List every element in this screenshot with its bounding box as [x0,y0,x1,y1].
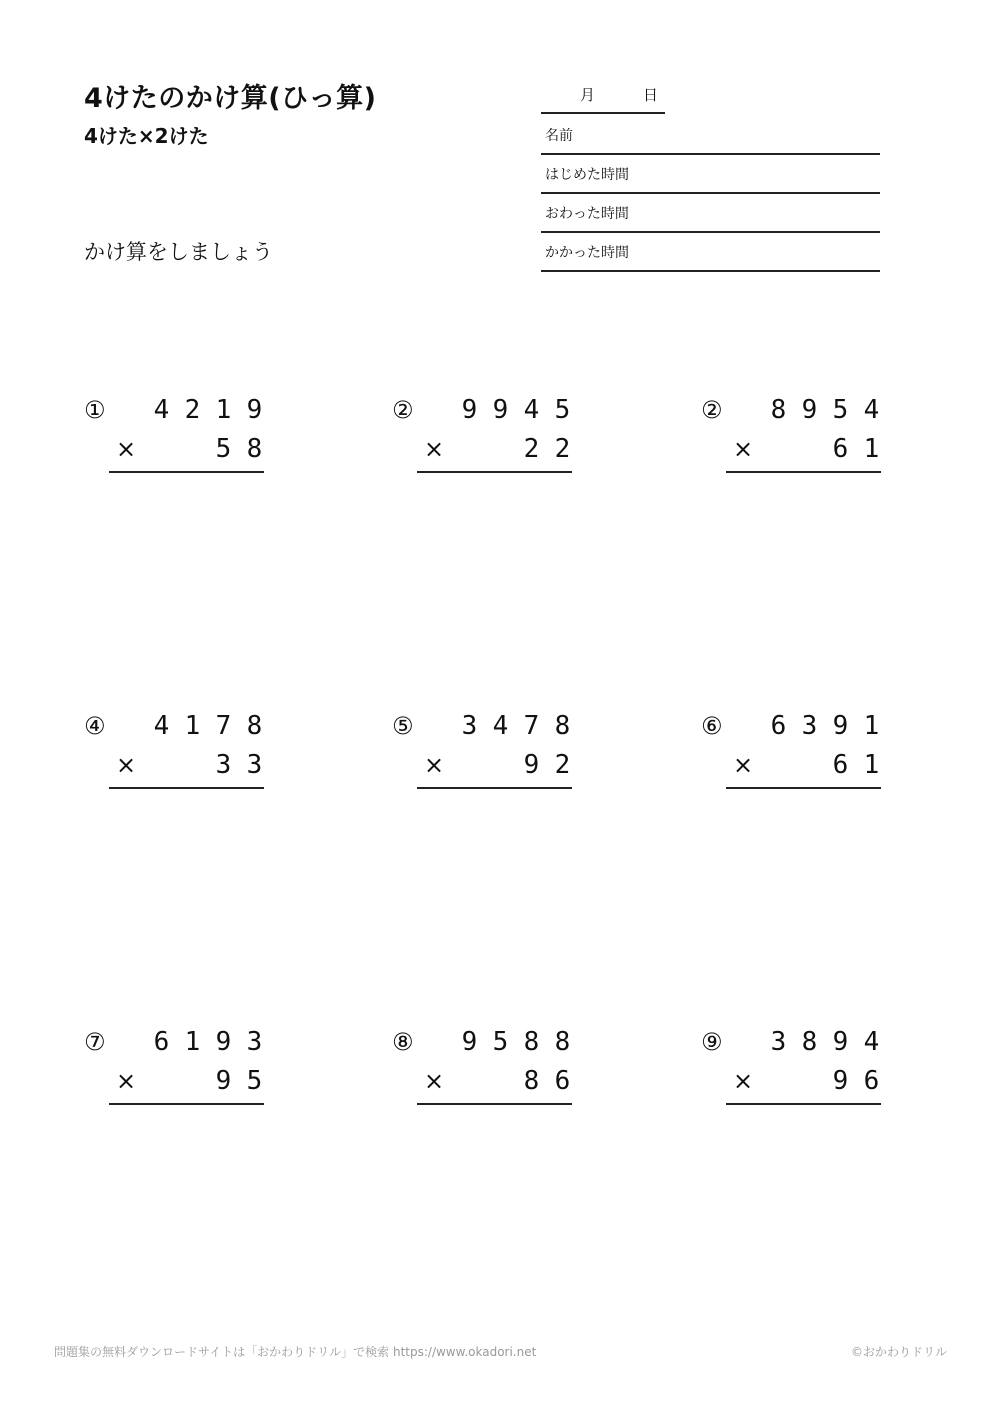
multiplicand-digit: 8 [770,395,787,425]
multiplicand-digit: 8 [554,711,571,741]
multiplicand-digit: 2 [184,395,201,425]
multiplicand [454,711,578,741]
multiply-sign: × [424,1067,445,1095]
problem-7 [84,1027,274,1107]
multiplicand-digit: 9 [246,395,263,425]
multiplicand-digit: 8 [801,1027,818,1057]
multiplicand-digit: 7 [215,711,232,741]
multiplicand-digit: 6 [770,711,787,741]
multiplicand [146,395,270,425]
multiply-sign: × [733,1067,754,1095]
multiplier [825,434,887,464]
multiplier-digit: 9 [523,750,540,780]
problem-number: ④ [84,712,106,740]
multiplicand-digit: 5 [492,1027,509,1057]
multiplier-digit: 6 [554,1066,571,1096]
problem-number: ⑦ [84,1028,106,1056]
problem-4 [84,711,274,791]
multiplicand-digit: 4 [863,395,880,425]
date-month-label: 月 [580,86,596,104]
multiplicand-digit: 9 [832,711,849,741]
multiplicand [454,395,578,425]
multiplicand-digit: 4 [153,711,170,741]
date-line [541,112,665,114]
multiplier-digit: 9 [832,1066,849,1096]
answer-line [417,471,572,473]
date-day-label: 日 [643,86,659,104]
multiplicand-digit: 6 [153,1027,170,1057]
multiplicand-digit: 3 [801,711,818,741]
multiplier-digit: 6 [863,1066,880,1096]
problem-5 [392,711,582,791]
multiplier-digit: 8 [523,1066,540,1096]
multiplier-digit: 8 [246,434,263,464]
multiplicand-digit: 9 [832,1027,849,1057]
multiplier-digit: 6 [832,434,849,464]
multiplicand-digit: 9 [215,1027,232,1057]
multiplier-digit: 3 [246,750,263,780]
multiplier-digit: 6 [832,750,849,780]
multiplicand-digit: 3 [461,711,478,741]
multiplicand-digit: 1 [184,711,201,741]
multiply-sign: × [733,435,754,463]
multiplier [208,1066,270,1096]
multiplicand-digit: 5 [554,395,571,425]
end-time-field[interactable] [541,193,880,233]
problem-1 [84,395,274,475]
start-time-field-label: はじめた時間 [545,167,629,183]
multiplicand-digit: 9 [801,395,818,425]
multiplier [516,750,578,780]
multiplier [208,750,270,780]
multiplier-digit: 1 [863,750,880,780]
end-time-field-label: おわった時間 [545,206,629,222]
multiplicand-digit: 9 [461,395,478,425]
multiplier [516,434,578,464]
problem-number: ⑤ [392,712,414,740]
answer-line [109,471,264,473]
multiplicand-digit: 4 [153,395,170,425]
problem-9 [701,1027,891,1107]
answer-line [417,1103,572,1105]
problem-number: ② [701,396,723,424]
answer-line [109,787,264,789]
multiplier [208,434,270,464]
multiply-sign: × [116,1067,137,1095]
elapsed-time-field[interactable] [541,232,880,272]
footer-download-note: 問題集の無料ダウンロードサイトは「おかわりドリル」で検索 https://www.okadori.net [54,1345,537,1359]
multiply-sign: × [424,435,445,463]
multiplicand-digit: 8 [246,711,263,741]
problem-8 [392,1027,582,1107]
multiplicand-digit: 1 [215,395,232,425]
multiplicand-digit: 4 [523,395,540,425]
name-field[interactable] [541,115,880,155]
multiplicand-digit: 1 [863,711,880,741]
multiplier-digit: 5 [215,434,232,464]
multiplicand-digit: 4 [492,711,509,741]
answer-line [109,1103,264,1105]
answer-line [726,1103,881,1105]
answer-line [726,471,881,473]
multiplier [825,750,887,780]
multiplier-digit: 1 [863,434,880,464]
multiplicand-digit: 3 [246,1027,263,1057]
multiplier-digit: 5 [246,1066,263,1096]
answer-line [726,787,881,789]
multiplicand [763,1027,887,1057]
multiplier-digit: 2 [523,434,540,464]
multiplier [516,1066,578,1096]
multiply-sign: × [116,751,137,779]
problem-3 [701,395,891,475]
multiplier-digit: 3 [215,750,232,780]
multiplicand [763,711,887,741]
problem-number: ⑨ [701,1028,723,1056]
multiplier-digit: 2 [554,434,571,464]
multiplicand [454,1027,578,1057]
multiplicand-digit: 9 [492,395,509,425]
multiplicand-digit: 1 [184,1027,201,1057]
multiplier-digit: 2 [554,750,571,780]
multiplicand-digit: 3 [770,1027,787,1057]
problem-number: ② [392,396,414,424]
multiplicand-digit: 8 [523,1027,540,1057]
multiplicand-digit: 8 [554,1027,571,1057]
multiplicand-digit: 5 [832,395,849,425]
worksheet-subtitle: 4けた×2けた [84,124,209,148]
problem-number: ⑧ [392,1028,414,1056]
multiplicand-digit: 9 [461,1027,478,1057]
problem-6 [701,711,891,791]
multiplicand [146,1027,270,1057]
multiply-sign: × [116,435,137,463]
multiplier-digit: 9 [215,1066,232,1096]
multiplicand-digit: 7 [523,711,540,741]
multiplicand [763,395,887,425]
instruction-text: かけ算をしましょう [84,240,273,264]
multiplicand [146,711,270,741]
multiplier [825,1066,887,1096]
elapsed-time-field-label: かかった時間 [545,245,629,261]
problem-number: ⑥ [701,712,723,740]
start-time-field[interactable] [541,154,880,194]
multiply-sign: × [424,751,445,779]
name-field-label: 名前 [545,128,573,144]
problem-2 [392,395,582,475]
problem-number: ① [84,396,106,424]
footer-copyright: ©おかわりドリル [851,1345,948,1359]
answer-line [417,787,572,789]
worksheet-title: 4けたのかけ算(ひっ算) [84,83,377,114]
multiply-sign: × [733,751,754,779]
multiplicand-digit: 4 [863,1027,880,1057]
